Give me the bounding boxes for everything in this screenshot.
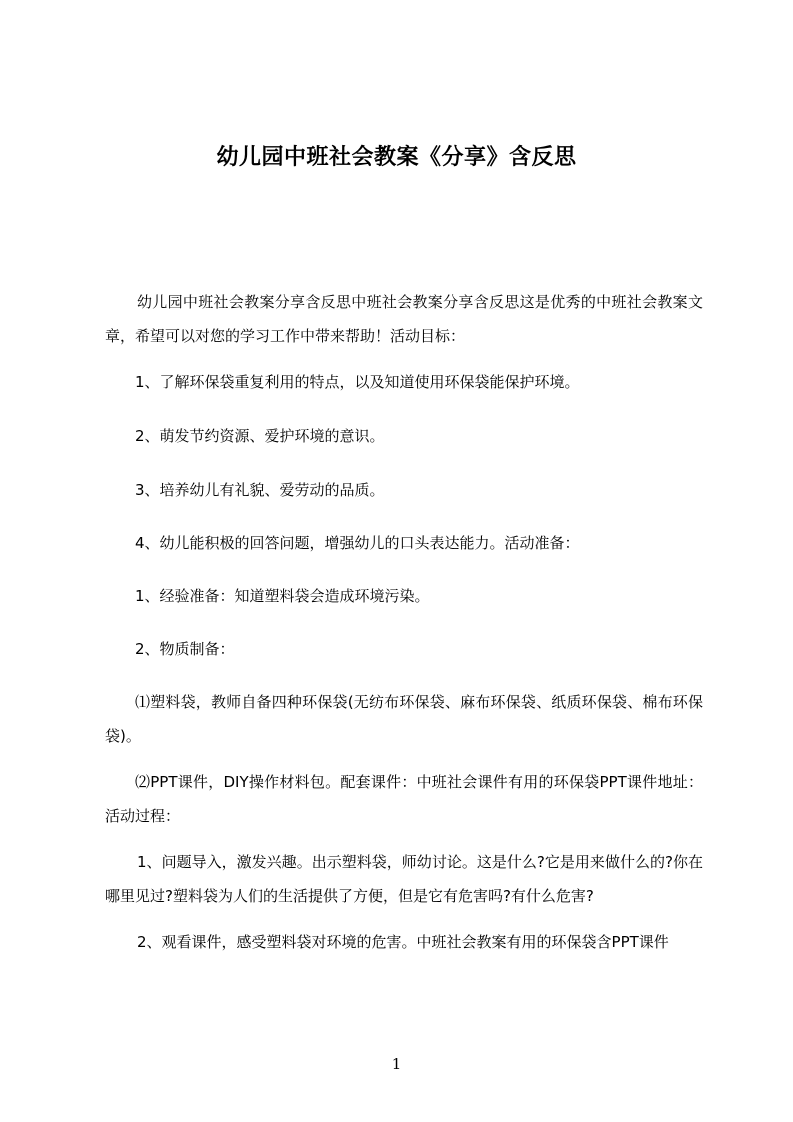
paragraph-goal-4: 4、幼儿能积极的回答问题，增强幼儿的口头表达能力。活动准备： [135,534,580,552]
page-number: 1 [391,1055,402,1073]
paragraph-process-1: 1、问题导入，激发兴趣。出示塑料袋，师幼讨论。这是什么?它是用来做什么的?你在哪里见过?塑料袋为人们的生活提供了方便，但是它有危害吗?有什么危害? [105,853,703,905]
paragraph-materials-2: ⑵PPT课件，DIY操作材料包。配套课件：中班社会课件有用的环保袋PPT课件地址：活动过程： [105,773,703,825]
paragraph-materials-1: ⑴塑料袋，教师自备四种环保袋(无纺布环保袋、麻布环保袋、纸质环保袋、棉布环保袋)。 [105,693,703,745]
paragraph-goal-3: 3、培养幼儿有礼貌、爱劳动的品质。 [135,481,385,499]
paragraph-process-2: 2、观看课件，感受塑料袋对环境的危害。中班社会教案有用的环保袋含PPT课件 [137,933,669,951]
paragraph-prep-1: 1、经验准备：知道塑料袋会造成环境污染。 [135,587,430,605]
paragraph-prep-2: 2、物质制备： [135,640,235,658]
paragraph-intro: 幼儿园中班社会教案分享含反思中班社会教案分享含反思这是优秀的中班社会教案文章，希望可以对您的学习工作中带来帮助！活动目标： [105,293,703,345]
paragraph-goal-2: 2、萌发节约资源、爱护环境的意识。 [135,427,385,445]
paragraph-goal-1: 1、了解环保袋重复利用的特点，以及知道使用环保袋能保护环境。 [135,373,580,391]
document-title: 幼儿园中班社会教案《分享》含反思 [216,145,577,170]
